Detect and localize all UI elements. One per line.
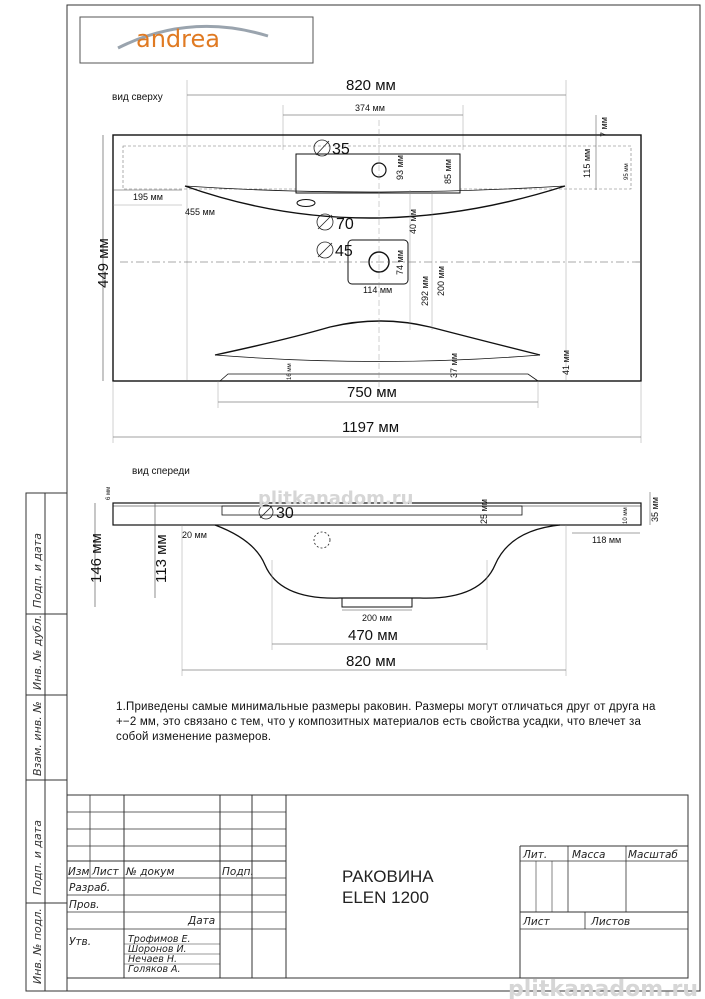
bowl-profile — [215, 525, 560, 598]
tb-list: Лист — [523, 916, 550, 928]
stamp-inv-dubl: Инв. № дубл. — [31, 614, 44, 690]
tb-listov: Листов — [591, 916, 631, 928]
dim-449: 449 мм — [95, 238, 112, 288]
dim-40: 40 мм — [408, 209, 418, 234]
dim-25: 25 мм — [479, 499, 489, 524]
stamp-vzam-inv: Взам. инв. № — [31, 701, 44, 776]
dim-374: 374 мм — [355, 103, 385, 113]
dim-93: 93 мм — [395, 155, 405, 180]
dim-dia-30: 30 — [276, 505, 294, 522]
dim-113: 113 мм — [153, 534, 170, 583]
dim-41: 41 мм — [561, 350, 571, 375]
watermark-center: plitkanadom.ru — [258, 488, 414, 509]
tb-ndokum: № докум — [126, 866, 175, 878]
dim-6: 6 мм — [106, 486, 112, 500]
dim-820: 820 мм — [346, 77, 396, 94]
stamp-inv-podl: Инв. № подл. — [31, 908, 44, 984]
stamp-podp-data-1: Подп. и дата — [31, 533, 44, 608]
tb-product-model: ELEN 1200 — [342, 888, 429, 907]
tb-lit: Лит. — [523, 849, 548, 861]
tb-person-4: Голяков А. — [128, 964, 181, 975]
logo-text: andrea — [136, 25, 220, 53]
tb-izm: Изм — [68, 866, 90, 878]
tb-massa: Масса — [572, 849, 606, 861]
stamp-podp-data-2: Подп. и дата — [31, 820, 44, 895]
watermark-bottom: plitkanadom.ru — [508, 977, 698, 999]
tb-data: Дата — [188, 915, 216, 927]
title-block — [67, 795, 688, 978]
dim-470: 470 мм — [348, 627, 398, 644]
dim-820-front: 820 мм — [346, 653, 396, 670]
dim-195: 195 мм — [133, 192, 163, 202]
dim-7: 7 мм — [599, 117, 609, 137]
tb-person-1: Трофимов Е. — [128, 934, 191, 945]
tb-utv: Утв. — [69, 936, 92, 948]
dim-118: 118 мм — [592, 535, 622, 545]
dim-74: 74 мм — [395, 250, 405, 275]
dim-200-front: 200 мм — [362, 613, 392, 623]
dim-115: 115 мм — [582, 148, 592, 178]
dim-10: 10 мм — [623, 507, 629, 524]
dim-85: 85 мм — [443, 159, 453, 184]
tap-block — [296, 154, 460, 193]
dim-dia-70: 70 — [336, 216, 354, 233]
tb-prov: Пров. — [69, 899, 100, 911]
logo — [80, 17, 313, 63]
dim-114: 114 мм — [363, 285, 393, 295]
dim-292: 292 мм — [420, 276, 430, 306]
drawing-note: 1.Приведены самые минимальные размеры раковин. Размеры могут отличаться друг от друга на +−2 мм, это связано с тем, что у композитных материалов есть свойства усадки, что влечет за собой изменение размеров. — [116, 701, 656, 743]
tb-list-col: Лист — [92, 866, 119, 878]
dim-20: 20 мм — [182, 530, 207, 540]
dim-37: 37 мм — [449, 353, 459, 378]
dim-750: 750 мм — [347, 384, 397, 401]
view-label-front: вид спереди — [132, 466, 190, 477]
dim-16: 16 мм — [287, 363, 293, 380]
dim-1197: 1197 мм — [342, 419, 400, 436]
tb-razrab: Разраб. — [69, 882, 111, 894]
dim-dia-45: 45 — [335, 243, 353, 260]
dim-146: 146 мм — [88, 533, 105, 583]
side-stamp — [26, 493, 67, 991]
tb-person-2: Шоронов И. — [128, 944, 187, 955]
view-label-top: вид сверху — [112, 92, 163, 103]
drain-stub — [342, 598, 412, 607]
bowl-front-edge — [215, 321, 540, 355]
dim-dia-35: 35 — [332, 141, 350, 158]
tb-masshtab: Масштаб — [628, 849, 678, 861]
tb-person-3: Нечаев Н. — [128, 954, 178, 965]
tb-podp: Подп. — [222, 866, 254, 878]
dim-35: 35 мм — [650, 497, 660, 522]
tb-product-name: РАКОВИНА — [342, 867, 434, 886]
dim-455: 455 мм — [185, 207, 215, 217]
dim-95: 95 мм — [624, 163, 630, 180]
dim-200: 200 мм — [436, 266, 446, 296]
